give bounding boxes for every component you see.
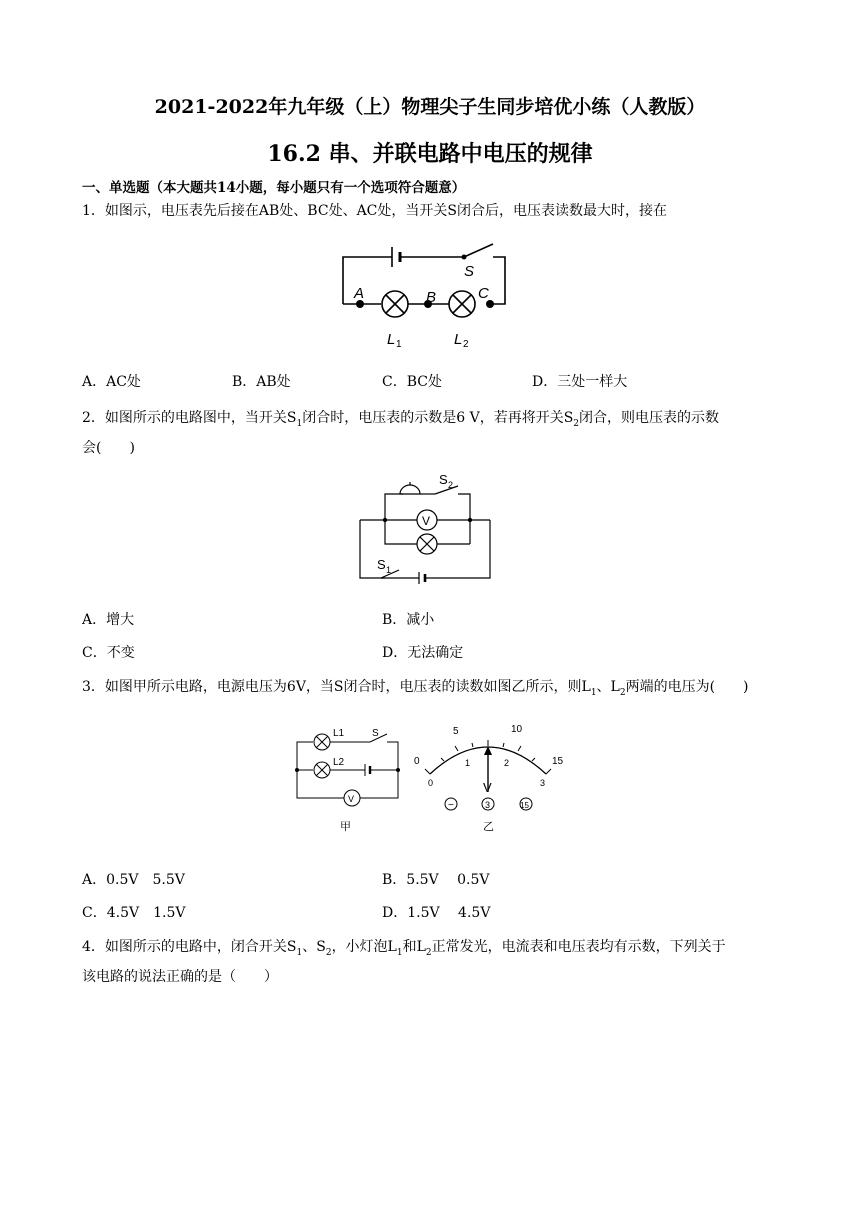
q4-stem-part-1: 4．如图所示的电路中，闭合开关S bbox=[82, 939, 297, 955]
q2-stem-part-1: 2．如图所示的电路图中，当开关S bbox=[82, 410, 297, 426]
q2-option-b[interactable]: B．减小 bbox=[382, 612, 435, 628]
q3-voltmeter-dial-b bbox=[408, 722, 568, 834]
switch-s1-subscript: 1 bbox=[386, 565, 392, 575]
q4-stem-part-2: 、S bbox=[302, 939, 326, 955]
terminal-15: 15 bbox=[520, 801, 529, 810]
switch-s1-label: S bbox=[377, 557, 386, 572]
q3-voltmeter-v-label: V bbox=[348, 794, 355, 804]
lamp-l1-subscript: 1 bbox=[396, 339, 402, 350]
q2-stem-s1-subscript: 1 bbox=[296, 418, 303, 429]
q1-option-c[interactable]: C．BC处 bbox=[382, 374, 442, 390]
terminal-3: 3 bbox=[485, 800, 491, 810]
q3-figure-b-caption: 乙 bbox=[483, 821, 494, 833]
question-3-stem bbox=[82, 672, 782, 708]
q3-option-a[interactable]: A．0.5V 5.5V bbox=[82, 872, 185, 888]
q1-option-b[interactable]: B．AB处 bbox=[232, 374, 291, 390]
q2-option-d[interactable]: D．无法确定 bbox=[382, 645, 464, 661]
q3-switch-s-label: S bbox=[372, 728, 379, 739]
dial-bottom-tick-3: 3 bbox=[540, 778, 546, 788]
node-b-label: B bbox=[426, 289, 437, 306]
q4-stem-part-3: ，小灯泡L bbox=[331, 939, 397, 955]
node-c-label: C bbox=[478, 285, 489, 302]
dial-bottom-tick-0: 0 bbox=[428, 778, 434, 788]
q1-option-d[interactable]: D．三处一样大 bbox=[532, 374, 628, 390]
worksheet-title: 2021-2022年九年级（上）物理尖子生同步培优小练（人教版） bbox=[154, 96, 706, 118]
q2-circuit-diagram bbox=[355, 470, 495, 585]
q3-stem-part-1: 3．如图甲所示电路，电源电压为6V，当S闭合时，电压表的读数如图乙所示，则L bbox=[82, 679, 591, 695]
q4-stem-s2-subscript: 2 bbox=[325, 947, 332, 958]
lesson-title: 16.2 串、并联电路中电压的规律 bbox=[267, 141, 593, 167]
q3-stem-part-3: 两端的电压为( ) bbox=[625, 679, 749, 695]
q3-option-d[interactable]: D．1.5V 4.5V bbox=[382, 905, 491, 921]
node-a-label: A bbox=[354, 285, 365, 302]
q4-stem-s1-subscript: 1 bbox=[296, 947, 303, 958]
question-4-stem-continued: 该电路的说法正确的是（ ） bbox=[82, 969, 278, 985]
q2-stem-s2-subscript: 2 bbox=[573, 418, 580, 429]
q2-stem-part-3: 闭合，则电压表的示数 bbox=[579, 410, 720, 426]
q1-series-circuit-diagram bbox=[330, 236, 520, 354]
dial-unit-label: V bbox=[483, 780, 492, 795]
q3-lamp-l2-label: L2 bbox=[333, 757, 345, 768]
q3-option-b[interactable]: B．5.5V 0.5V bbox=[382, 872, 490, 888]
q4-stem-part-4: 和L bbox=[402, 939, 426, 955]
q3-option-c[interactable]: C．4.5V 1.5V bbox=[82, 905, 186, 921]
q3-figure-a-caption: 甲 bbox=[340, 821, 351, 833]
q3-stem-l1-subscript: 1 bbox=[590, 687, 597, 698]
dial-bottom-tick-2: 2 bbox=[504, 758, 510, 768]
dial-top-tick-15: 15 bbox=[552, 756, 564, 767]
q3-circuit-diagram-a bbox=[290, 722, 405, 834]
q3-stem-l2-subscript: 2 bbox=[619, 687, 626, 698]
q2-stem-part-2: 闭合时，电压表的示数是6 V，若再将开关S bbox=[302, 410, 574, 426]
dial-bottom-tick-1: 1 bbox=[465, 758, 471, 768]
section-heading: 一、单选题（本大题共14小题，每小题只有一个选项符合题意） bbox=[82, 180, 466, 196]
dial-top-tick-5: 5 bbox=[453, 726, 459, 737]
terminal-negative: − bbox=[448, 800, 454, 811]
question-2-stem-continued: 会( ) bbox=[82, 440, 135, 456]
dial-top-tick-10: 10 bbox=[511, 724, 523, 735]
dial-top-tick-0: 0 bbox=[414, 756, 420, 767]
q3-lamp-l1-label: L1 bbox=[333, 728, 345, 739]
q2-option-a[interactable]: A．增大 bbox=[82, 612, 135, 628]
q4-stem-part-5: 正常发光，电流表和电压表均有示数，下列关于 bbox=[431, 939, 726, 955]
voltmeter-v-label: V bbox=[422, 514, 431, 528]
lamp-l2-label: L bbox=[454, 331, 463, 348]
q3-stem-part-2: 、L bbox=[596, 679, 620, 695]
question-1-stem: 1．如图示，电压表先后接在AB处、BC处、AC处，当开关S闭合后，电压表读数最大时，接在 bbox=[82, 203, 667, 219]
switch-s2-subscript: 2 bbox=[448, 480, 454, 490]
q4-stem-l1-subscript: 1 bbox=[396, 947, 403, 958]
lamp-l1-label: L bbox=[387, 331, 396, 348]
lamp-l2-subscript: 2 bbox=[463, 339, 469, 350]
switch-s-label: S bbox=[464, 263, 475, 280]
q2-option-c[interactable]: C．不变 bbox=[82, 645, 135, 661]
switch-s2-label: S bbox=[439, 472, 448, 487]
q4-stem-l2-subscript: 2 bbox=[425, 947, 432, 958]
q1-option-a[interactable]: A．AC处 bbox=[82, 374, 141, 390]
